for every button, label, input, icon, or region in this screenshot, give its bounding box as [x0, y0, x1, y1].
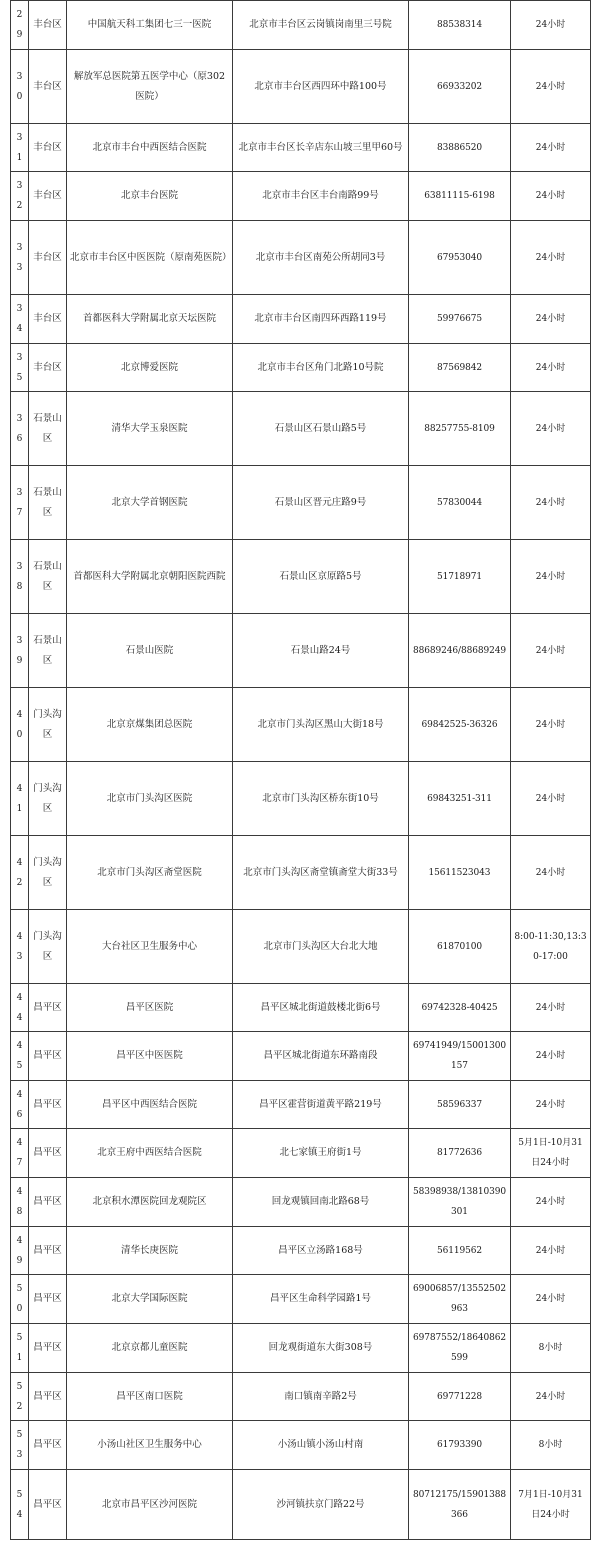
row-number: 45: [11, 1032, 29, 1081]
district-cell: 门头沟区: [29, 688, 67, 762]
row-number: 44: [11, 984, 29, 1032]
district-cell: 昌平区: [29, 1421, 67, 1470]
row-number: 50: [11, 1275, 29, 1324]
district-cell: 丰台区: [29, 172, 67, 221]
phone-cell: 69742328-40425: [409, 984, 511, 1032]
phone-cell: 88689246/88689249: [409, 614, 511, 688]
table-row: [11, 1, 591, 50]
row-number: 48: [11, 1178, 29, 1227]
district-cell: 昌平区: [29, 1227, 67, 1275]
hours-cell: 8小时: [511, 1324, 591, 1373]
phone-cell: 69006857/13552502963: [409, 1275, 511, 1324]
hours-cell: 8小时: [511, 1421, 591, 1470]
phone-cell: 51718971: [409, 540, 511, 614]
table-row: [11, 344, 591, 392]
hospital-name-cell: 北京市门头沟区斋堂医院: [67, 836, 233, 910]
phone-cell: 61793390: [409, 1421, 511, 1470]
address-cell: 石景山路24号: [233, 614, 409, 688]
row-number: 52: [11, 1373, 29, 1421]
table-row: [11, 172, 591, 221]
hospital-name-cell: 北京丰台医院: [67, 172, 233, 221]
phone-cell: 58398938/13810390301: [409, 1178, 511, 1227]
table-row: [11, 1421, 591, 1470]
row-number: 54: [11, 1470, 29, 1540]
hours-cell: 5月1日-10月31日24小时: [511, 1129, 591, 1178]
address-cell: 北京市门头沟区桥东街10号: [233, 762, 409, 836]
hospital-name-cell: 大台社区卫生服务中心: [67, 910, 233, 984]
address-cell: 北京市门头沟区大台北大地: [233, 910, 409, 984]
hospital-name-cell: 昌平区医院: [67, 984, 233, 1032]
table-row: [11, 614, 591, 688]
table-row: [11, 392, 591, 466]
phone-cell: 83886520: [409, 124, 511, 172]
phone-cell: 57830044: [409, 466, 511, 540]
hospital-name-cell: 昌平区中西医结合医院: [67, 1081, 233, 1129]
address-cell: 北七家镇王府街1号: [233, 1129, 409, 1178]
address-cell: 北京市丰台区丰台南路99号: [233, 172, 409, 221]
address-cell: 北京市门头沟区斋堂镇斋堂大街33号: [233, 836, 409, 910]
hospital-name-cell: 首都医科大学附属北京朝阳医院西院: [67, 540, 233, 614]
hours-cell: 24小时: [511, 1275, 591, 1324]
hospital-name-cell: 昌平区南口医院: [67, 1373, 233, 1421]
hospital-name-cell: 石景山医院: [67, 614, 233, 688]
table-row: [11, 466, 591, 540]
row-number: 29: [11, 1, 29, 50]
table-row: [11, 984, 591, 1032]
hospital-name-cell: 清华长庚医院: [67, 1227, 233, 1275]
district-cell: 昌平区: [29, 984, 67, 1032]
table-row: [11, 295, 591, 344]
district-cell: 丰台区: [29, 50, 67, 124]
district-cell: 丰台区: [29, 221, 67, 295]
hospital-name-cell: 北京京煤集团总医院: [67, 688, 233, 762]
hours-cell: 24小时: [511, 50, 591, 124]
hours-cell: 24小时: [511, 762, 591, 836]
district-cell: 丰台区: [29, 1, 67, 50]
hours-cell: 24小时: [511, 1081, 591, 1129]
hospital-name-cell: 北京市丰台区中医医院（原南苑医院）: [67, 221, 233, 295]
address-cell: 回龙观街道东大街308号: [233, 1324, 409, 1373]
district-cell: 石景山区: [29, 540, 67, 614]
row-number: 36: [11, 392, 29, 466]
hours-cell: 24小时: [511, 1178, 591, 1227]
hours-cell: 24小时: [511, 392, 591, 466]
address-cell: 石景山区晋元庄路9号: [233, 466, 409, 540]
hours-cell: 24小时: [511, 836, 591, 910]
hospital-name-cell: 北京积水潭医院回龙观院区: [67, 1178, 233, 1227]
address-cell: 北京市丰台区南苑公所胡同3号: [233, 221, 409, 295]
hours-cell: 24小时: [511, 344, 591, 392]
hospital-name-cell: 北京王府中西医结合医院: [67, 1129, 233, 1178]
hours-cell: 7月1日-10月31日24小时: [511, 1470, 591, 1540]
row-number: 31: [11, 124, 29, 172]
table-row: [11, 1373, 591, 1421]
table-row: [11, 50, 591, 124]
hospital-name-cell: 小汤山社区卫生服务中心: [67, 1421, 233, 1470]
district-cell: 昌平区: [29, 1275, 67, 1324]
hospital-name-cell: 北京博爱医院: [67, 344, 233, 392]
row-number: 40: [11, 688, 29, 762]
phone-cell: 69787552/18640862599: [409, 1324, 511, 1373]
address-cell: 昌平区城北街道鼓楼北街6号: [233, 984, 409, 1032]
hospital-table: [10, 0, 591, 1540]
phone-cell: 67953040: [409, 221, 511, 295]
address-cell: 北京市丰台区南四环西路119号: [233, 295, 409, 344]
table-row: [11, 540, 591, 614]
phone-cell: 87569842: [409, 344, 511, 392]
district-cell: 门头沟区: [29, 762, 67, 836]
district-cell: 石景山区: [29, 614, 67, 688]
address-cell: 石景山区石景山路5号: [233, 392, 409, 466]
hospital-table-body: [11, 1, 591, 1540]
hours-cell: 24小时: [511, 172, 591, 221]
district-cell: 昌平区: [29, 1178, 67, 1227]
row-number: 38: [11, 540, 29, 614]
hours-cell: 24小时: [511, 614, 591, 688]
table-row: [11, 688, 591, 762]
hospital-name-cell: 北京市门头沟区医院: [67, 762, 233, 836]
hours-cell: 8:00-11:30,13:30-17:00: [511, 910, 591, 984]
hours-cell: 24小时: [511, 540, 591, 614]
phone-cell: 69741949/15001300157: [409, 1032, 511, 1081]
hospital-name-cell: 解放军总医院第五医学中心（原302医院）: [67, 50, 233, 124]
address-cell: 南口镇南辛路2号: [233, 1373, 409, 1421]
row-number: 49: [11, 1227, 29, 1275]
district-cell: 丰台区: [29, 295, 67, 344]
table-row: [11, 1081, 591, 1129]
phone-cell: 88538314: [409, 1, 511, 50]
table-row: [11, 836, 591, 910]
phone-cell: 80712175/15901388366: [409, 1470, 511, 1540]
hours-cell: 24小时: [511, 295, 591, 344]
hours-cell: 24小时: [511, 1032, 591, 1081]
row-number: 37: [11, 466, 29, 540]
row-number: 30: [11, 50, 29, 124]
table-row: [11, 1032, 591, 1081]
district-cell: 丰台区: [29, 124, 67, 172]
hours-cell: 24小时: [511, 124, 591, 172]
address-cell: 沙河镇扶京门路22号: [233, 1470, 409, 1540]
district-cell: 丰台区: [29, 344, 67, 392]
phone-cell: 88257755-8109: [409, 392, 511, 466]
address-cell: 回龙观镇回南北路68号: [233, 1178, 409, 1227]
address-cell: 北京市门头沟区黑山大街18号: [233, 688, 409, 762]
district-cell: 石景山区: [29, 466, 67, 540]
phone-cell: 81772636: [409, 1129, 511, 1178]
phone-cell: 66933202: [409, 50, 511, 124]
hospital-name-cell: 北京京都儿童医院: [67, 1324, 233, 1373]
district-cell: 昌平区: [29, 1032, 67, 1081]
table-row: [11, 221, 591, 295]
phone-cell: 63811115-6198: [409, 172, 511, 221]
address-cell: 北京市丰台区角门北路10号院: [233, 344, 409, 392]
table-row: [11, 762, 591, 836]
row-number: 42: [11, 836, 29, 910]
table-row: [11, 124, 591, 172]
hospital-name-cell: 中国航天科工集团七三一医院: [67, 1, 233, 50]
hours-cell: 24小时: [511, 984, 591, 1032]
hours-cell: 24小时: [511, 1, 591, 50]
row-number: 43: [11, 910, 29, 984]
address-cell: 昌平区霍营街道黄平路219号: [233, 1081, 409, 1129]
row-number: 32: [11, 172, 29, 221]
district-cell: 门头沟区: [29, 910, 67, 984]
hospital-name-cell: 北京大学首钢医院: [67, 466, 233, 540]
district-cell: 门头沟区: [29, 836, 67, 910]
row-number: 39: [11, 614, 29, 688]
address-cell: 北京市丰台区长辛店东山坡三里甲60号: [233, 124, 409, 172]
phone-cell: 58596337: [409, 1081, 511, 1129]
address-cell: 小汤山镇小汤山村南: [233, 1421, 409, 1470]
row-number: 41: [11, 762, 29, 836]
row-number: 33: [11, 221, 29, 295]
phone-cell: 69842525-36326: [409, 688, 511, 762]
district-cell: 昌平区: [29, 1373, 67, 1421]
phone-cell: 59976675: [409, 295, 511, 344]
row-number: 35: [11, 344, 29, 392]
district-cell: 昌平区: [29, 1129, 67, 1178]
address-cell: 昌平区立汤路168号: [233, 1227, 409, 1275]
phone-cell: 69771228: [409, 1373, 511, 1421]
hospital-name-cell: 首都医科大学附属北京天坛医院: [67, 295, 233, 344]
table-row: [11, 1129, 591, 1178]
table-row: [11, 1178, 591, 1227]
hours-cell: 24小时: [511, 1373, 591, 1421]
row-number: 34: [11, 295, 29, 344]
hospital-name-cell: 北京市昌平区沙河医院: [67, 1470, 233, 1540]
table-row: [11, 1275, 591, 1324]
row-number: 47: [11, 1129, 29, 1178]
row-number: 51: [11, 1324, 29, 1373]
hospital-name-cell: 昌平区中医医院: [67, 1032, 233, 1081]
hospital-name-cell: 北京大学国际医院: [67, 1275, 233, 1324]
row-number: 53: [11, 1421, 29, 1470]
address-cell: 昌平区生命科学园路1号: [233, 1275, 409, 1324]
hours-cell: 24小时: [511, 1227, 591, 1275]
address-cell: 北京市丰台区西四环中路100号: [233, 50, 409, 124]
phone-cell: 15611523043: [409, 836, 511, 910]
district-cell: 石景山区: [29, 392, 67, 466]
row-number: 46: [11, 1081, 29, 1129]
table-row: [11, 1324, 591, 1373]
hospital-name-cell: 清华大学玉泉医院: [67, 392, 233, 466]
address-cell: 北京市丰台区云岗镇岗南里三号院: [233, 1, 409, 50]
table-row: [11, 1227, 591, 1275]
table-row: [11, 1470, 591, 1540]
district-cell: 昌平区: [29, 1081, 67, 1129]
hours-cell: 24小时: [511, 466, 591, 540]
phone-cell: 56119562: [409, 1227, 511, 1275]
phone-cell: 61870100: [409, 910, 511, 984]
hospital-name-cell: 北京市丰台中西医结合医院: [67, 124, 233, 172]
district-cell: 昌平区: [29, 1324, 67, 1373]
table-row: [11, 910, 591, 984]
phone-cell: 69843251-311: [409, 762, 511, 836]
hours-cell: 24小时: [511, 221, 591, 295]
district-cell: 昌平区: [29, 1470, 67, 1540]
address-cell: 昌平区城北街道东环路南段: [233, 1032, 409, 1081]
address-cell: 石景山区京原路5号: [233, 540, 409, 614]
hours-cell: 24小时: [511, 688, 591, 762]
